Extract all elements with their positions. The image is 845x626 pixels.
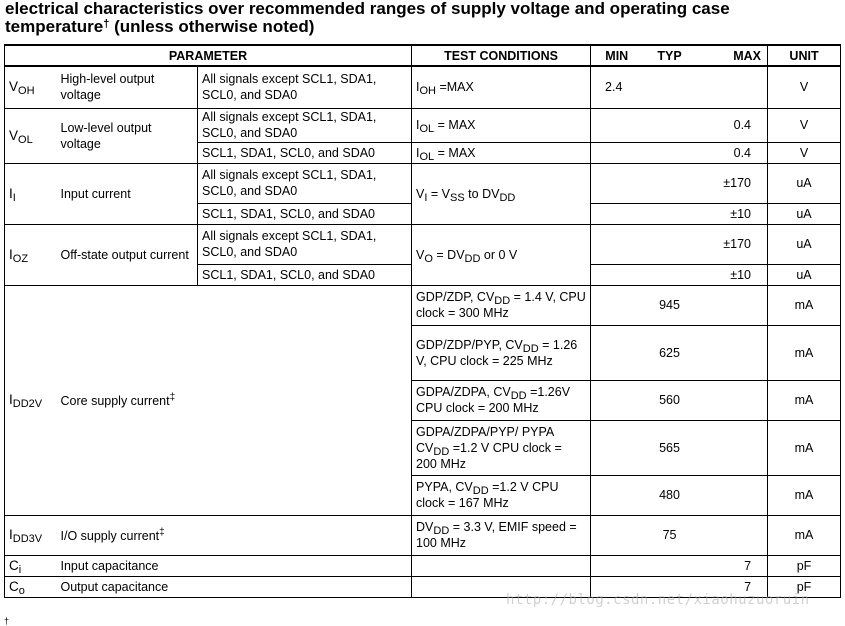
unit-idd2v-4: mA [768, 420, 841, 475]
desc-ci: Input capacitance [57, 555, 412, 576]
unit-vol-2: V [768, 142, 841, 163]
unit-idd2v-2: mA [768, 325, 841, 380]
typ-idd2v-2: 625 [643, 325, 697, 380]
title-line-1: electrical characteristics over recommended ranges of supply voltage and operating case [5, 0, 730, 18]
max-ii-1: ±170 [697, 163, 768, 203]
table-row [5, 285, 841, 325]
symbol-ii: $I_I$ [5, 163, 57, 224]
signals-vol-2: SCL1, SDA1, SCL0, and SDA0 [198, 142, 412, 163]
max-vol-2: 0.4 [697, 142, 768, 163]
unit-vol-1: V [768, 108, 841, 142]
test-cond-voh: $I_{OH} =MAX$ [412, 66, 591, 108]
test-cond-vol-2: $I_{OL}$ = MAX [412, 142, 591, 163]
signals-ii-1: All signals except SCL1, SDA1, SCL0, and SDA0 [198, 163, 412, 203]
signals-voh: All signals except SCL1, SDA1, SCL0, and SDA0 [198, 66, 412, 108]
symbol-idd3v: $I_{DD3V}$ [5, 515, 57, 555]
signals-ii-2: SCL1, SDA1, SCL0, and SDA0 [198, 203, 412, 224]
table-row [5, 515, 841, 555]
test-cond-ii: $V_I = V_{SS}$ to $DV_{DD}$ [412, 163, 591, 224]
max-ioz-2: ±10 [697, 264, 768, 285]
typ-idd2v-3: 560 [643, 380, 697, 420]
unit-ii-2: uA [768, 203, 841, 224]
header-parameter: PARAMETER [5, 45, 412, 66]
test-cond-idd2v-1: GDP/ZDP, $CV_{DD} = 1.4$ V, CPU clock = 300 MHz [412, 285, 591, 325]
watermark: http://blog.csdn.net/xiaohuzuoruin [506, 592, 810, 608]
test-cond-idd2v-3: GDPA/ZDPA, $CV_{DD} =1.26V$ CPU clock = 200 MHz [412, 380, 591, 420]
header-max: MAX [697, 45, 768, 66]
desc-vol: Low-level output voltage [57, 108, 198, 163]
electrical-characteristics-table [4, 44, 841, 598]
unit-ioz-2: uA [768, 264, 841, 285]
unit-idd2v-3: mA [768, 380, 841, 420]
typ-idd2v-5: 480 [643, 475, 697, 515]
title-line-2: temperature† (unless otherwise noted) [5, 17, 315, 36]
table-row [5, 555, 841, 576]
table-row [5, 66, 841, 108]
desc-idd3v: I/O supply current‡ [57, 515, 412, 555]
signals-vol-1: All signals except SCL1, SDA1, SCL0, and SDA0 [198, 108, 412, 142]
desc-voh: High-level output voltage [57, 66, 198, 108]
header-row [5, 45, 841, 66]
test-cond-vol-1: $I_{OL}$ = MAX [412, 108, 591, 142]
signals-ioz-2: SCL1, SDA1, SCL0, and SDA0 [198, 264, 412, 285]
header-min: MIN [591, 45, 643, 66]
table-row [5, 108, 841, 142]
typ-idd2v-4: 565 [643, 420, 697, 475]
test-cond-idd3v: $DV_{DD} = 3.3$ V, EMIF speed = 100 MHz [412, 515, 591, 555]
max-co: 7 [697, 576, 768, 597]
table-row [5, 163, 841, 203]
unit-voh: V [768, 66, 841, 108]
test-cond-ioz: $V_O = DV_{DD}$ or 0 V [412, 224, 591, 285]
test-cond-idd2v-2: GDP/ZDP/PYP, $CV_{DD} = 1.26$ V, CPU clock = 225 MHz [412, 325, 591, 380]
unit-idd3v: mA [768, 515, 841, 555]
symbol-ioz: $I_{OZ}$ [5, 224, 57, 285]
signals-ioz-1: All signals except SCL1, SDA1, SCL0, and SDA0 [198, 224, 412, 264]
symbol-idd2v: $I_{DD2V}$ [5, 285, 57, 515]
max-vol-1: 0.4 [697, 108, 768, 142]
unit-co: pF [768, 576, 841, 597]
footnote-marker: † [4, 616, 10, 626]
desc-ioz: Off-state output current [57, 224, 198, 285]
unit-idd2v-1: mA [768, 285, 841, 325]
header-typ: TYP [643, 45, 697, 66]
symbol-co: $C_o$ [5, 576, 57, 597]
unit-ii-1: uA [768, 163, 841, 203]
header-unit: UNIT [768, 45, 841, 66]
page-title [5, 0, 841, 36]
desc-ii: Input current [57, 163, 198, 224]
symbol-vol: $V_{OL}$ [5, 108, 57, 163]
unit-idd2v-5: mA [768, 475, 841, 515]
typ-idd3v: 75 [643, 515, 697, 555]
table-row [5, 224, 841, 264]
symbol-voh: $V_{OH}$ [5, 66, 57, 108]
unit-ioz-1: uA [768, 224, 841, 264]
desc-idd2v: Core supply current‡ [57, 285, 412, 515]
test-cond-idd2v-5: PYPA, $CV_{DD} =1.2$ V CPU clock = 167 MHz [412, 475, 591, 515]
test-cond-idd2v-4: GDPA/ZDPA/PYP/ PYPA $CV_{DD} =1.2$ V CPU clock = 200 MHz [412, 420, 591, 475]
max-ci: 7 [697, 555, 768, 576]
unit-ci: pF [768, 555, 841, 576]
desc-co: Output capacitance [57, 576, 412, 597]
min-voh: 2.4 [591, 66, 643, 108]
max-ii-2: ±10 [697, 203, 768, 224]
symbol-ci: $C_i$ [5, 555, 57, 576]
max-ioz-1: ±170 [697, 224, 768, 264]
typ-idd2v-1: 945 [643, 285, 697, 325]
header-test-conditions: TEST CONDITIONS [412, 45, 591, 66]
